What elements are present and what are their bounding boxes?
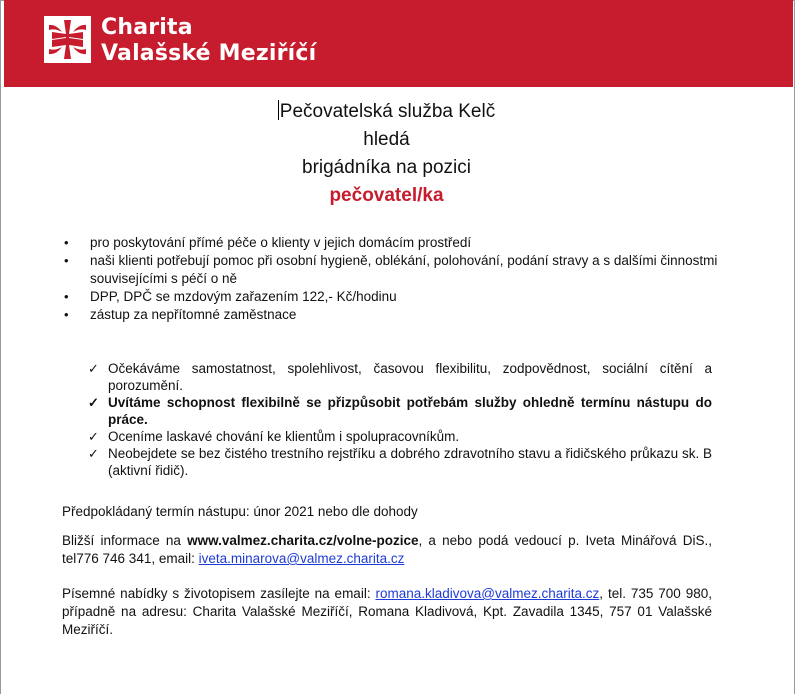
checkmark-icon: ✓ <box>88 429 99 444</box>
text-cursor <box>278 100 279 120</box>
list-item <box>88 445 712 479</box>
contact-email-link[interactable]: iveta.minarova@valmez.charita.cz <box>198 551 405 566</box>
list-item <box>88 360 712 394</box>
position-name: pečovatel/ka <box>329 185 444 206</box>
bullet-icon: • <box>64 307 69 322</box>
list-item <box>62 288 722 306</box>
list-item-text: Očekáváme samostatnost, spolehlivost, časovou flexibilitu, zodpovědnost, sociální cítění a porozumění. <box>108 361 712 393</box>
list-item <box>62 306 722 324</box>
list-item-text: naši klienti potřebují pomoc při osobní hygieně, oblékání, polohování, podání stravy a s dalšími činnostmi souvisejícími s péčí o ně <box>90 253 718 286</box>
header-band <box>4 0 793 87</box>
list-item <box>88 394 712 428</box>
contact-info-paragraph <box>62 532 712 568</box>
brand-line-2: Valašské Meziříčí <box>101 41 317 66</box>
list-item-text: DPP, DPČ se mzdovým zařazením 122,- Kč/hodinu <box>90 289 397 304</box>
charita-cross-logo-icon <box>44 16 91 63</box>
list-item-text: Uvítáme schopnost flexibilně se přizpůsobit potřebám služby ohledně termínu nástupu do práce. <box>108 395 712 427</box>
checkmark-icon: ✓ <box>88 361 99 376</box>
bullet-icon: • <box>64 289 69 304</box>
application-paragraph <box>62 585 712 639</box>
info-prefix: Bližší informace na <box>62 533 188 548</box>
list-item <box>62 252 722 288</box>
list-item <box>88 428 712 445</box>
list-item-text: Oceníme laskavé chování ke klientům i spolupracovníkům. <box>108 429 460 444</box>
list-item-text: Neobejdete se bez čistého trestního rejstříku a dobrého zdravotního stavu a řidičského průkazu sk. B (aktivní řidič). <box>108 446 712 478</box>
application-email-link[interactable]: romana.kladivova@valmez.charita.cz <box>375 586 600 601</box>
job-details-list <box>62 234 722 324</box>
offer-prefix: Písemné nabídky s životopisem zasílejte na email: <box>62 586 376 601</box>
checkmark-icon: ✓ <box>88 446 99 461</box>
job-title-block <box>0 98 797 210</box>
title-line-3: brigádníka na pozici <box>302 157 471 178</box>
requirements-list <box>88 360 712 479</box>
brand-name <box>101 15 316 67</box>
bullet-icon: • <box>64 235 69 250</box>
website-link[interactable]: www.valmez.charita.cz/volne-pozice <box>187 533 419 548</box>
bullet-icon: • <box>64 253 69 268</box>
checkmark-icon: ✓ <box>88 395 99 410</box>
list-item-text: zástup za nepřítomné zaměstnace <box>90 307 297 322</box>
list-item <box>62 234 722 252</box>
info-middle: , a nebo podá vedoucí p. Iveta Minářová DiS., tel776 746 341, email: <box>62 533 713 566</box>
offer-suffix: , tel. 735 700 980, případně na adresu: Charita Valašské Meziříčí, Romana Kladivová, Kpt. Zavadila 1345, 757 01 Valašské Meziříčí. <box>62 586 712 637</box>
list-item-text: pro poskytování přímé péče o klienty v jejich domácím prostředí <box>90 235 472 250</box>
title-line-1 <box>0 98 785 126</box>
start-date-text: Předpokládaný termín nástupu: únor 2021 nebo dle dohody <box>62 504 418 519</box>
brand-line-1: Charita <box>101 15 193 40</box>
title-line-2: hledá <box>363 129 410 150</box>
title-line-1-text: Pečovatelská služba Kelč <box>279 101 496 122</box>
